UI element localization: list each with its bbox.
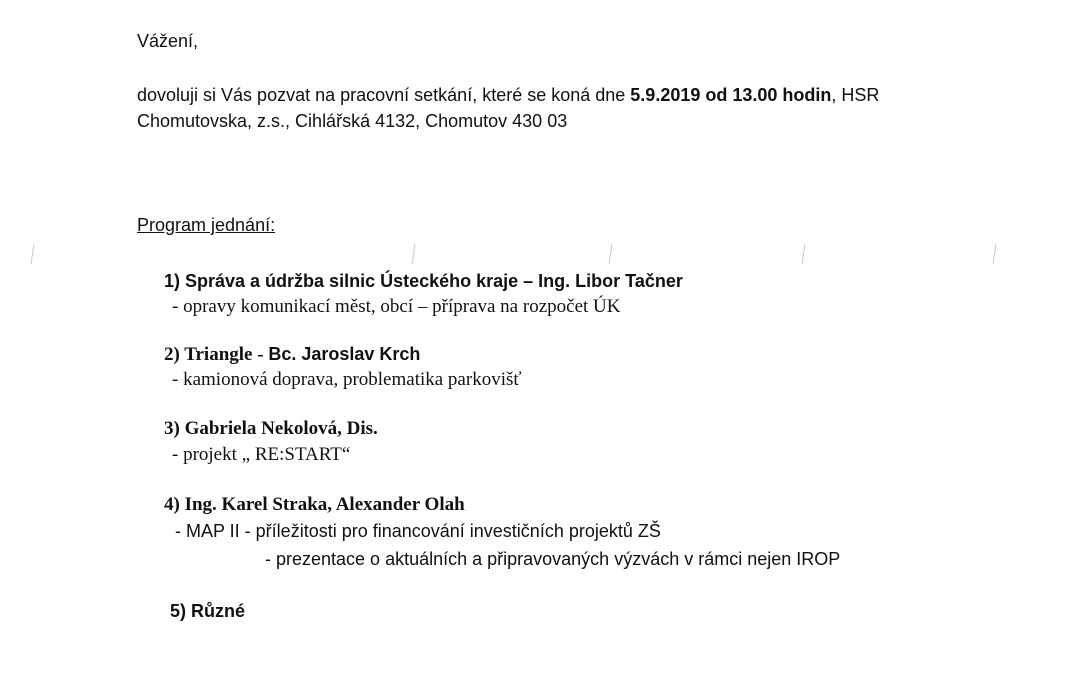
agenda-item-2-title [164,343,420,366]
agenda-item-1-title: 1) Správa a údržba silnic Ústeckého kraje – Ing. Libor Tačner [164,271,683,291]
intro-line-2: Chomutovska, z.s., Cihlářská 4132, Chomutov 430 03 [137,111,568,131]
salutation: Vážení, [137,31,199,51]
intro-text: dovoluji si Vás pozvat na pracovní setkání, které se koná dne [137,85,631,105]
agenda-item-5-title: 5) Různé [170,601,246,621]
meeting-date-time: 5.9.2019 od 13.00 hodin [630,85,832,105]
scan-mark [609,244,613,264]
scan-mark [412,244,416,264]
program-heading: Program jednání: [137,215,276,235]
scan-mark [993,244,997,264]
agenda-item-2-sub: - kamionová doprava, problematika parkovišť [172,369,522,390]
agenda-item-3-title: 3) Gabriela Nekolová, Dis. [164,418,378,439]
agenda-item-4-title: 4) Ing. Karel Straka, Alexander Olah [164,494,465,515]
intro-line-1 [137,84,879,106]
agenda-item-4-sub: - MAP II - příležitosti pro financování investičních projektů ZŠ [175,521,661,541]
agenda-item-3-sub: - projekt „ RE:START“ [172,444,351,465]
agenda-item-2-title-a: 2) Triangle - [164,344,269,365]
agenda-item-4-sub-2: - prezentace o aktuálních a připravovaných výzvách v rámci nejen IROP [265,549,841,569]
intro-text-end: , HSR [831,85,880,105]
agenda-item-1-sub: - opravy komunikací měst, obcí – příprava na rozpočet ÚK [172,296,621,317]
scan-mark [802,244,806,264]
scan-mark [31,244,35,264]
agenda-item-2-title-b: Bc. Jaroslav Krch [268,344,421,364]
